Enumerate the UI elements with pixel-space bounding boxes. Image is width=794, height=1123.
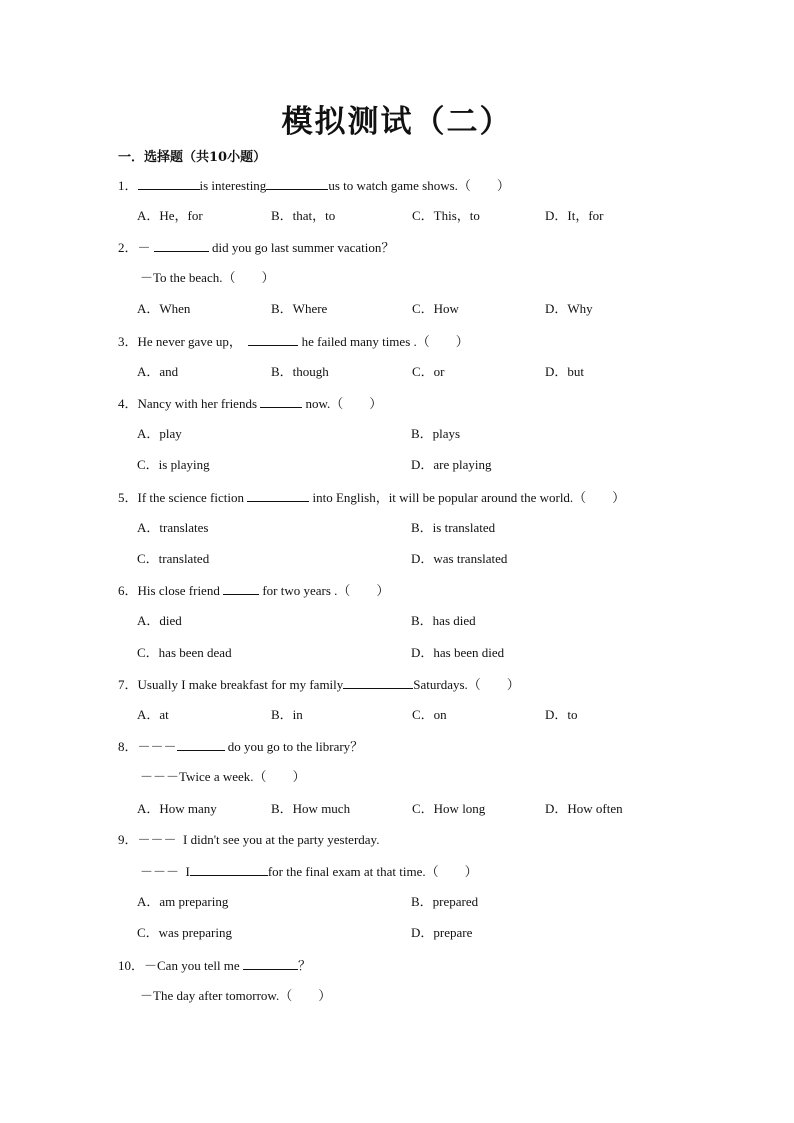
answer-line <box>140 863 478 880</box>
answer-blank <box>266 177 328 190</box>
answer-line: －To the beach.（ ） <box>140 270 275 285</box>
question-number: 8． <box>118 739 138 754</box>
option-b: B．plays <box>411 426 461 441</box>
answer-blank <box>247 489 309 502</box>
answer-blank <box>223 582 259 595</box>
option-d: D．was translated <box>411 551 508 566</box>
question-number: 2． <box>118 240 138 255</box>
question-2 <box>118 239 394 256</box>
option-b: B．has died <box>411 613 476 628</box>
question-1 <box>118 177 510 194</box>
question-text: he failed many times .（ ） <box>298 334 469 349</box>
option-b: B．Where <box>271 301 328 316</box>
question-number: 10． <box>118 958 145 973</box>
option-a: A．When <box>137 301 191 316</box>
option-a: A．How many <box>137 801 217 816</box>
option-c: C．has been dead <box>137 645 232 660</box>
question-text: do you go to the library？ <box>224 739 364 754</box>
question-4 <box>118 395 382 412</box>
option-a: A．at <box>137 707 169 722</box>
option-d: D．How often <box>545 801 623 816</box>
question-text: now.（ ） <box>302 396 383 411</box>
question-text: is interesting <box>199 178 267 193</box>
option-c: C．This，to <box>412 208 480 223</box>
question-5 <box>118 489 625 506</box>
option-d: D．has been died <box>411 645 505 660</box>
answer-blank <box>154 239 209 252</box>
question-text: us to watch game shows.（ ） <box>328 178 510 193</box>
question-text: －－－ I <box>140 864 190 879</box>
question-number: 7． <box>118 677 138 692</box>
option-b: B．prepared <box>411 894 479 909</box>
question-number: 1． <box>118 178 138 193</box>
option-d: D．but <box>545 364 585 379</box>
option-b: B．that，to <box>271 208 336 223</box>
question-text: － <box>137 240 151 255</box>
option-c: C．or <box>412 364 445 379</box>
question-text: into English，it will be popular around the world.（ ） <box>309 490 626 505</box>
option-b: B．How much <box>271 801 351 816</box>
option-c: C．How <box>412 301 459 316</box>
option-d: D．prepare <box>411 925 473 940</box>
answer-blank <box>177 738 225 751</box>
page-title: 模拟测试（二） <box>281 104 513 140</box>
question-number: 4． <box>118 396 138 411</box>
question-text: If the science fiction <box>137 490 248 505</box>
answer-blank <box>138 177 200 190</box>
question-3 <box>118 333 469 350</box>
option-b: B．though <box>271 364 329 379</box>
option-c: C．translated <box>137 551 210 566</box>
option-b: B．in <box>271 707 303 722</box>
option-c: C．was preparing <box>137 925 232 940</box>
option-d: D．It，for <box>545 208 604 223</box>
question-text: did you go last summer vacation？ <box>208 240 395 255</box>
section-heading: 一．选择题（共10小题） <box>118 150 267 165</box>
question-text: ？ <box>297 958 311 973</box>
option-d: D．Why <box>545 301 593 316</box>
answer-blank <box>248 333 298 346</box>
option-b: B．is translated <box>411 520 496 535</box>
answer-blank <box>260 395 302 408</box>
option-c: C．How long <box>412 801 486 816</box>
option-d: D．are playing <box>411 457 492 472</box>
answer-line: －The day after tomorrow.（ ） <box>140 988 332 1003</box>
question-10 <box>118 957 311 974</box>
question-text: He never gave up， <box>137 334 242 349</box>
answer-blank <box>190 863 268 876</box>
question-7 <box>118 676 520 693</box>
question-text: －－－ I didn't see you at the party yesterday. <box>137 832 380 847</box>
option-d: D．to <box>545 707 578 722</box>
question-text: Nancy with her friends <box>137 396 261 411</box>
question-number: 3． <box>118 334 138 349</box>
option-a: A．am preparing <box>137 894 229 909</box>
answer-blank <box>243 957 298 970</box>
option-a: A．and <box>137 364 179 379</box>
question-text: Saturdays.（ ） <box>413 677 520 692</box>
question-number: 5． <box>118 490 138 505</box>
option-c: C．is playing <box>137 457 210 472</box>
question-9 <box>118 832 379 848</box>
question-number: 9． <box>118 832 138 847</box>
option-a: A．play <box>137 426 182 441</box>
question-number: 6． <box>118 583 138 598</box>
option-a: A．died <box>137 613 182 628</box>
question-text: His close friend <box>137 583 224 598</box>
answer-blank <box>343 676 413 689</box>
question-text: －Can you tell me <box>144 958 243 973</box>
question-text: for the final exam at that time.（ ） <box>267 864 478 879</box>
option-a: A．He，for <box>137 208 203 223</box>
option-c: C．on <box>412 707 447 722</box>
option-a: A．translates <box>137 520 209 535</box>
question-6 <box>118 582 389 599</box>
question-text: －－－ <box>137 739 177 754</box>
question-8 <box>118 738 363 755</box>
answer-line: －－－Twice a week.（ ） <box>140 769 306 784</box>
question-text: Usually I make breakfast for my family <box>137 677 344 692</box>
question-text: for two years .（ ） <box>259 583 390 598</box>
